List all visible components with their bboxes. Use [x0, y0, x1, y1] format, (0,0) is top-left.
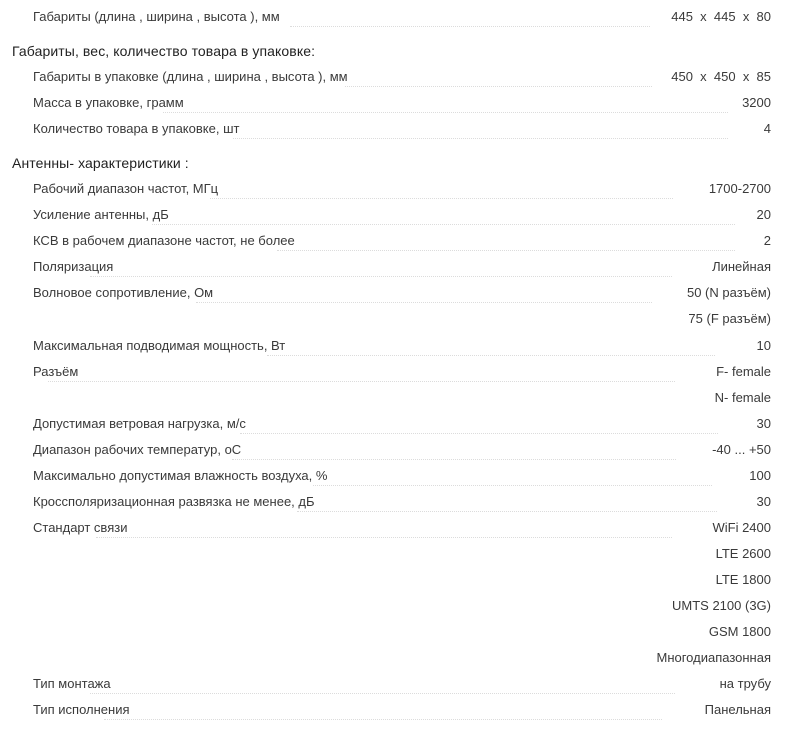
spec-row: [33, 69, 771, 89]
spec-value: GSM 1800: [705, 624, 771, 639]
spec-value: Панельная: [701, 702, 771, 717]
spec-row: [33, 285, 771, 305]
dotted-leader: [233, 138, 728, 139]
spec-row: [33, 364, 771, 384]
spec-row: [33, 546, 771, 566]
spec-row: [33, 390, 771, 410]
spec-name: Стандарт связи: [33, 520, 128, 535]
spec-value: 20: [753, 207, 771, 222]
spec-row: [33, 572, 771, 592]
spec-name: Усиление антенны, дБ: [33, 207, 169, 222]
spec-row: [33, 233, 771, 253]
dotted-leader: [313, 485, 712, 486]
spec-name: Поляризация: [33, 259, 114, 274]
spec-value: 100: [745, 468, 771, 483]
dotted-leader: [163, 112, 728, 113]
dotted-leader: [48, 381, 675, 382]
spec-value: на трубу: [716, 676, 771, 691]
dotted-leader: [345, 86, 652, 87]
spec-row: [33, 207, 771, 227]
spec-value: N- female: [711, 390, 771, 405]
spec-value: LTE 1800: [712, 572, 771, 587]
spec-name: Рабочий диапазон частот, МГц: [33, 181, 219, 196]
spec-row: [33, 520, 771, 540]
spec-name: Кроссполяризационная развязка не менее, дБ: [33, 494, 315, 509]
spec-name: Количество товара в упаковке, шт: [33, 121, 240, 136]
spec-name: Разъём: [33, 364, 79, 379]
spec-name: Габариты в упаковке (длина , ширина , высота ), мм: [33, 69, 348, 84]
spec-name: Тип монтажа: [33, 676, 111, 691]
section-heading: Габариты, вес, количество товара в упаковке:: [12, 43, 316, 59]
spec-row: [33, 181, 771, 201]
dotted-leader: [196, 302, 652, 303]
spec-row: [33, 702, 771, 722]
spec-row: [33, 416, 771, 436]
spec-row: [33, 676, 771, 696]
spec-name: Максимально допустимая влажность воздуха, %: [33, 468, 328, 483]
dotted-leader: [210, 198, 673, 199]
dotted-leader: [277, 250, 735, 251]
spec-row: [33, 624, 771, 644]
spec-value: 1700-2700: [705, 181, 771, 196]
spec-name: Волновое сопротивление, Ом: [33, 285, 214, 300]
spec-value: 3200: [738, 95, 771, 110]
section-heading: Антенны- характеристики :: [12, 155, 189, 171]
spec-value: 30: [753, 416, 771, 431]
spec-name: Масса в упаковке, грамм: [33, 95, 184, 110]
spec-row: [33, 338, 771, 358]
spec-row: [33, 311, 771, 331]
spec-name: Габариты (длина , ширина , высота ), мм: [33, 9, 280, 24]
dotted-leader: [90, 693, 675, 694]
spec-row: [33, 468, 771, 488]
spec-row: [33, 95, 771, 115]
spec-value: 75 (F разъём): [684, 311, 771, 326]
spec-name: КСВ в рабочем диапазоне частот, не более: [33, 233, 295, 248]
dotted-leader: [96, 537, 672, 538]
spec-row: [33, 9, 771, 29]
dotted-leader: [290, 26, 650, 27]
spec-value: Линейная: [708, 259, 771, 274]
spec-value: -40 ... +50: [708, 442, 771, 457]
spec-value: F- female: [712, 364, 771, 379]
dotted-leader: [104, 719, 662, 720]
spec-value: 445 x 445 x 80: [667, 9, 771, 24]
spec-name: Допустимая ветровая нагрузка, м/с: [33, 416, 246, 431]
spec-row: [33, 259, 771, 279]
dotted-leader: [232, 459, 676, 460]
spec-row: [33, 121, 771, 141]
spec-value: WiFi 2400: [708, 520, 771, 535]
spec-name: Максимальная подводимая мощность, Вт: [33, 338, 286, 353]
spec-value: UMTS 2100 (3G): [668, 598, 771, 613]
spec-row: [33, 598, 771, 618]
spec-value: LTE 2600: [712, 546, 771, 561]
dotted-leader: [90, 276, 672, 277]
spec-row: [33, 650, 771, 670]
dotted-leader: [297, 511, 717, 512]
spec-value: Многодиапазонная: [652, 650, 771, 665]
spec-row: [33, 494, 771, 514]
dotted-leader: [267, 355, 715, 356]
spec-value: 450 x 450 x 85: [667, 69, 771, 84]
spec-name: Тип исполнения: [33, 702, 130, 717]
dotted-leader: [152, 224, 735, 225]
spec-value: 30: [753, 494, 771, 509]
spec-value: 10: [753, 338, 771, 353]
spec-name: Диапазон рабочих температур, оС: [33, 442, 242, 457]
spec-row: [33, 442, 771, 462]
spec-value: 50 (N разъём): [683, 285, 771, 300]
spec-value: 2: [760, 233, 771, 248]
spec-value: 4: [760, 121, 771, 136]
dotted-leader: [240, 433, 718, 434]
